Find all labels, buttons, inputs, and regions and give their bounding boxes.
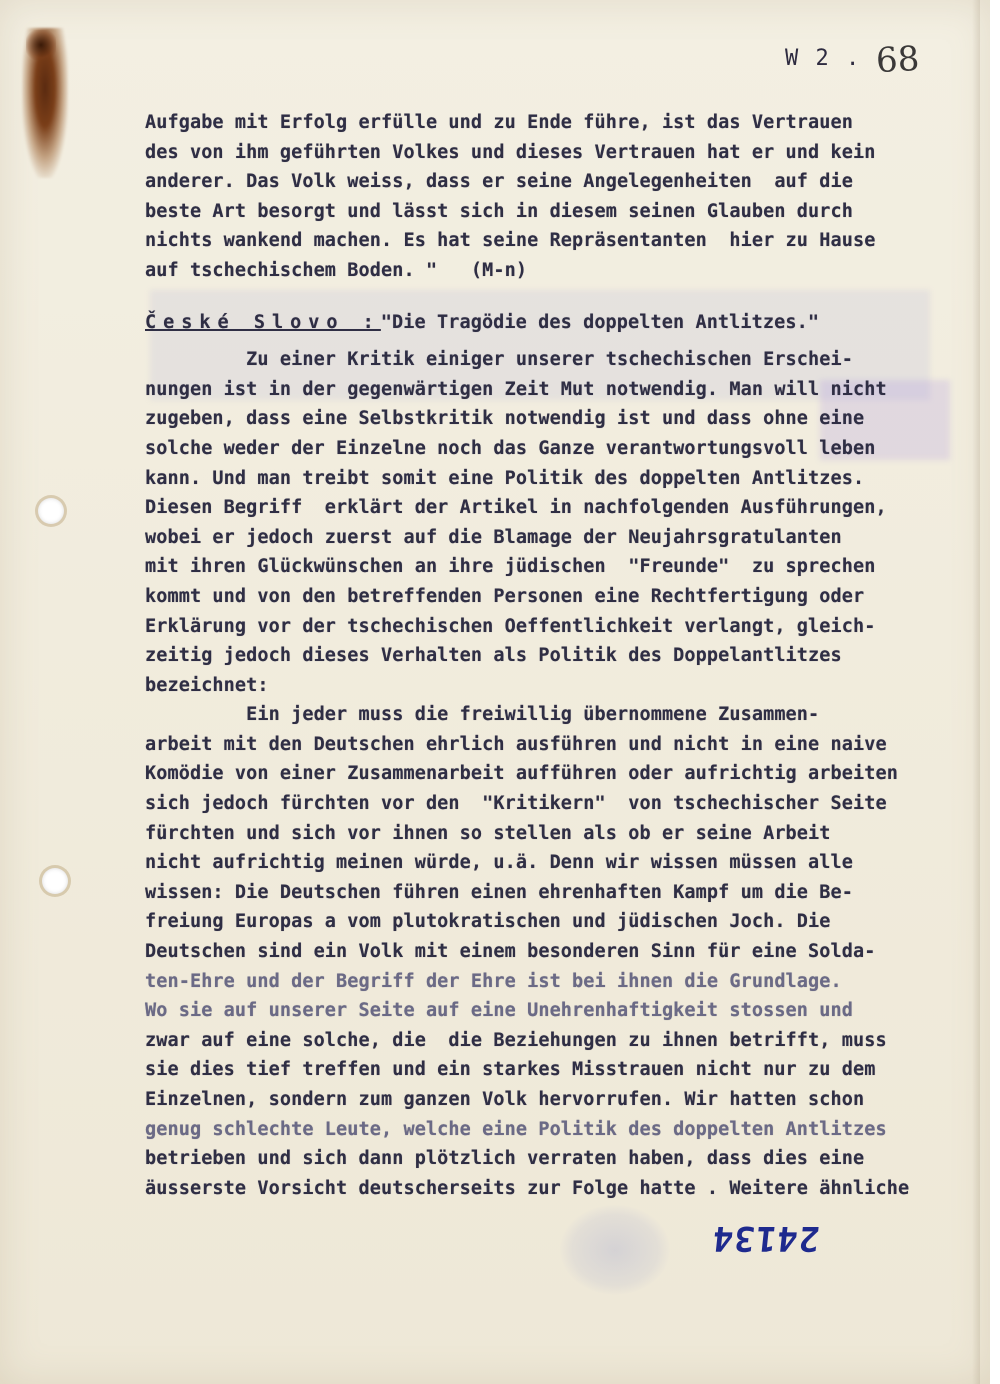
text-line: genug schlechte Leute, welche eine Politik des doppelten Antlitzes <box>145 1118 887 1140</box>
text-line: freiung Europas a vom plutokratischen und jüdischen Joch. Die <box>145 911 831 933</box>
text-line: beste Art besorgt und lässt sich in diesem seinen Glauben durch <box>145 200 853 222</box>
text-line: zeitig jedoch dieses Verhalten als Politik des Doppelantlitzes <box>145 645 842 667</box>
section-heading <box>145 308 985 338</box>
text-line: Erklärung vor der tschechischen Oeffentlichkeit verlangt, gleich- <box>145 615 876 637</box>
text-line: Komödie von einer Zusammenarbeit aufführen oder aufrichtig arbeiten <box>145 763 898 785</box>
text-line: solche weder der Einzelne noch das Ganze verantwortungsvoll leben <box>145 437 876 459</box>
article-title: "Die Tragödie des doppelten Antlitzes." <box>380 311 820 333</box>
burn-mark-dark <box>26 30 56 60</box>
text-line: anderer. Das Volk weiss, dass er seine Angelegenheiten auf die <box>145 171 853 193</box>
paragraph-3 <box>145 700 985 1203</box>
text-line: bezeichnet: <box>145 674 269 696</box>
text-line: betrieben und sich dann plötzlich verraten haben, dass dies eine <box>145 1148 865 1170</box>
spacer <box>145 286 985 308</box>
text-line: kann. Und man treibt somit eine Politik des doppelten Antlitzes. <box>145 467 865 489</box>
source-name: České Slovo : <box>145 311 381 333</box>
text-line: Zu einer Kritik einiger unserer tschechischen Erschei- <box>145 349 853 371</box>
text-line: nicht aufrichtig meinen würde, u.ä. Denn wir wissen müssen alle <box>145 852 853 874</box>
text-line: arbeit mit den Deutschen ehrlich ausführen und nicht in eine naive <box>145 733 887 755</box>
folio-number: 68 <box>874 38 921 82</box>
text-line: nungen ist in der gegenwärtigen Zeit Mut notwendig. Man will nicht <box>145 378 887 400</box>
text-line: Aufgabe mit Erfolg erfülle und zu Ende führe, ist das Vertrauen <box>145 112 853 133</box>
faded-stamp <box>560 1205 670 1295</box>
text-line: sie dies tief treffen und ein starkes Misstrauen nicht nur zu dem <box>145 1059 876 1081</box>
text-line: Diesen Begriff erklärt der Artikel in nachfolgenden Ausführungen, <box>145 497 887 519</box>
punch-hole-upper <box>38 498 64 524</box>
document-number: W 2 . <box>785 46 862 71</box>
archive-stamp-number: 24134 <box>709 1218 822 1258</box>
text-line: Deutschen sind ein Volk mit einem besonderen Sinn für eine Solda- <box>145 941 876 963</box>
text-line: sich jedoch fürchten vor den "Kritikern" von tschechischer Seite <box>145 793 887 815</box>
text-line: Wo sie auf unserer Seite auf eine Unehrenhaftigkeit stossen und <box>145 1000 853 1022</box>
text-line: wobei er jedoch zuerst auf die Blamage der Neujahrsgratulanten <box>145 526 842 548</box>
typed-text <box>145 108 985 1203</box>
text-line: fürchten und sich vor ihnen so stellen als ob er seine Arbeit <box>145 822 831 844</box>
text-line: Ein jeder muss die freiwillig übernommene Zusammen- <box>145 704 820 726</box>
text-line: wissen: Die Deutschen führen einen ehrenhaften Kampf um die Be- <box>145 881 853 903</box>
text-line: kommt und von den betreffenden Personen eine Rechtfertigung oder <box>145 585 865 607</box>
text-line: auf tschechischem Boden. " (M-n) <box>145 259 528 281</box>
text-line: Einzelnen, sondern zum ganzen Volk hervorrufen. Wir hatten schon <box>145 1089 865 1110</box>
text-line: mit ihren Glückwünschen an ihre jüdischen "Freunde" zu sprechen <box>145 556 876 578</box>
text-line: zugeben, dass eine Selbstkritik notwendig ist und dass ohne eine <box>145 408 865 430</box>
paragraph-1 <box>145 108 985 286</box>
paragraph-2 <box>145 345 985 700</box>
text-line: des von ihm geführten Volkes und dieses Vertrauen hat er und kein <box>145 141 876 163</box>
text-line: zwar auf eine solche, die die Beziehungen zu ihnen betrifft, muss <box>145 1029 887 1051</box>
spacer <box>145 337 985 345</box>
punch-hole-lower <box>42 868 68 894</box>
text-line: äusserste Vorsicht deutscherseits zur Folge hatte . Weitere ähnliche <box>145 1177 910 1199</box>
text-line: ten-Ehre und der Begriff der Ehre ist bei ihnen die Grundlage. <box>145 970 842 992</box>
text-line: nichts wankend machen. Es hat seine Repräsentanten hier zu Hause <box>145 230 876 252</box>
